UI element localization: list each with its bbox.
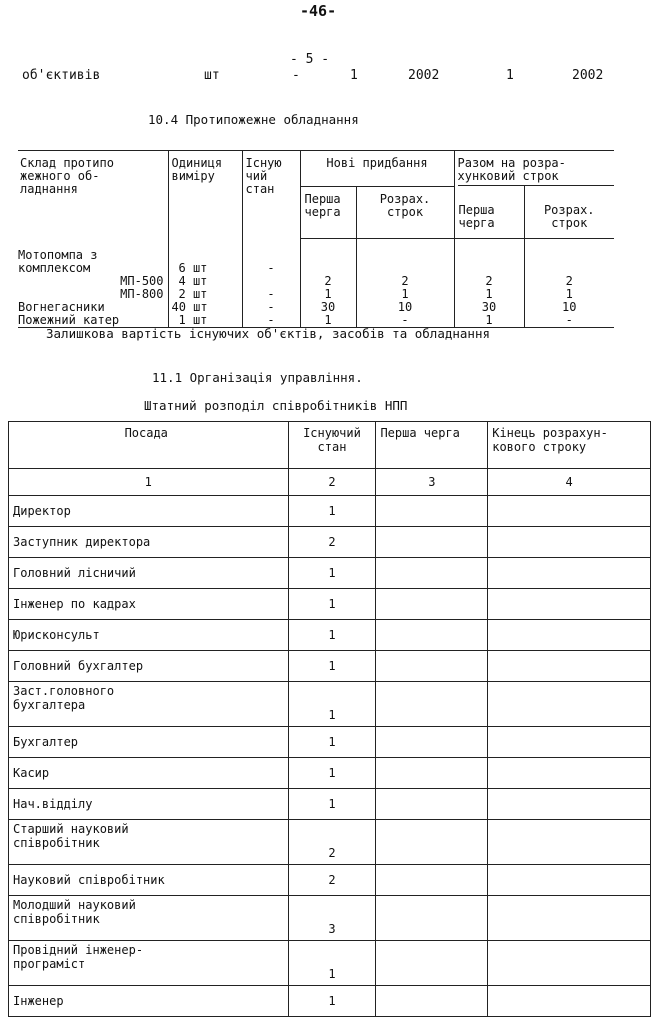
staff-header-position: Посада [9, 422, 289, 469]
fire-row-6: Пожежний катер 1 шт - 1 - 1 - [18, 314, 614, 328]
staff-section-title: 11.1 Організація управління. [152, 370, 363, 385]
table-row: Головний лісничий 1 [9, 558, 651, 589]
fire-row-1: Мотопомпа з [18, 249, 614, 262]
page-number: -46- [300, 2, 337, 20]
table-row: Інженер 1 [9, 986, 651, 1017]
table-row: Заст.головного бухгалтера 1 [9, 682, 651, 727]
fire-header-composition: Склад протипо жежного об- ладнання [18, 151, 168, 239]
table-row: Касир 1 [9, 758, 651, 789]
fire-header-new-calc: Розрах. строк [356, 186, 454, 239]
staff-header-existing: Існуючий стан [288, 422, 376, 469]
staff-table [8, 421, 651, 1017]
staff-header-first-stage: Перша черга [376, 422, 488, 469]
fire-section-title: 10.4 Протипожежне обладнання [148, 112, 359, 127]
fire-header-total-calc: Розрах. строк [524, 186, 614, 239]
fire-equipment-table [18, 150, 614, 328]
table-row: Провідний інженер- програміст 1 [9, 941, 651, 986]
residual-value-note: Залишкова вартість існуючих об'єктів, засобів та обладнання [46, 326, 491, 341]
table-row: Нач.відділу 1 [9, 789, 651, 820]
table-row: Юрисконсульт 1 [9, 620, 651, 651]
fire-row-3: МП-500 4 шт 2 2 2 2 [18, 275, 614, 288]
fire-header-existing: Існую чий стан [242, 151, 300, 239]
staff-index-row: 1 2 3 4 [9, 469, 651, 496]
table-row: Старший науковий співробітник 2 [9, 820, 651, 865]
fire-header-new-first: Перша черга [300, 186, 356, 239]
continued-row-label: об'єктивів [22, 68, 101, 83]
continued-row-value-2: 1 [506, 68, 514, 83]
fire-header-total-first: Перша черга [454, 186, 524, 239]
fire-row-5: Вогнегасники 40 шт - 30 10 30 10 [18, 299, 577, 314]
continued-row-unit: шт [204, 68, 220, 83]
continued-row-year-1: 2002 [408, 68, 440, 83]
fire-header-unit: Одиниця виміру [168, 151, 242, 239]
table-row: Директор 1 [9, 496, 651, 527]
fire-row-4: МП-800 2 шт - 1 1 1 1 [18, 288, 614, 301]
table-row: Науковий співробітник 2 [9, 865, 651, 896]
continued-row-year-2: 2002 [572, 68, 604, 83]
table-row: Інженер по кадрах 1 [9, 589, 651, 620]
table-row: Молодший науковий співробітник 3 [9, 896, 651, 941]
continued-row-value-1: 1 [350, 68, 358, 83]
staff-table-title: Штатний розподіл співробітників НПП [144, 398, 408, 413]
sub-page-number: - 5 - [290, 52, 330, 67]
fire-header-new-purchases: Нові придбання [300, 151, 454, 187]
table-row: Заступник директора 2 [9, 527, 651, 558]
staff-header-end-period: Кінець розрахун- кового строку [488, 422, 651, 469]
continued-row-dash: - [292, 68, 300, 83]
fire-header-total: Разом на розра- хунковий строк [454, 151, 614, 187]
table-row: Бухгалтер 1 [9, 727, 651, 758]
fire-row-2: комплексом 6 шт - [18, 262, 614, 275]
table-row: Головний бухгалтер 1 [9, 651, 651, 682]
